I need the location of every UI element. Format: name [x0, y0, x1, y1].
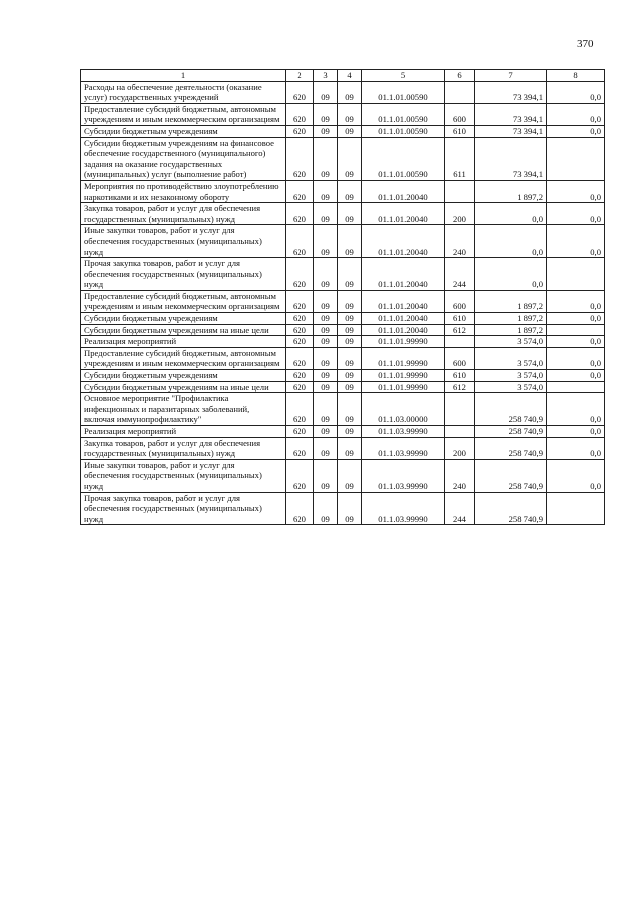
row-label: Предоставление субсидий бюджетным, автономным учреждениям и иным некоммерческим организациям [81, 290, 286, 312]
row-label: Иные закупки товаров, работ и услуг для обеспечения государственных (муниципальных) нужд [81, 459, 286, 492]
expense-type: 600 [445, 347, 475, 369]
row-label: Реализация мероприятий [81, 336, 286, 348]
row-label: Предоставление субсидий бюджетным, автономным учреждениям и иным некоммерческим организациям [81, 347, 286, 369]
expense-type: 611 [445, 137, 475, 180]
subsection-code: 09 [338, 103, 362, 125]
subsection-code: 09 [338, 459, 362, 492]
column-header: 4 [338, 70, 362, 82]
table-row [81, 290, 605, 312]
column-header: 1 [81, 70, 286, 82]
budget-table [80, 69, 605, 525]
section-code: 09 [314, 381, 338, 393]
ministry-code: 620 [286, 258, 314, 291]
section-code: 09 [314, 393, 338, 426]
ministry-code: 620 [286, 370, 314, 382]
target-article: 01.1.01.99990 [362, 347, 445, 369]
target-article: 01.1.01.00590 [362, 125, 445, 137]
target-article: 01.1.01.20040 [362, 203, 445, 225]
amount: 73 394,1 [475, 125, 547, 137]
amount-change: 0,0 [547, 81, 605, 103]
table-row [81, 393, 605, 426]
expense-type [445, 393, 475, 426]
target-article: 01.1.01.00590 [362, 103, 445, 125]
amount-change: 0,0 [547, 336, 605, 348]
subsection-code: 09 [338, 336, 362, 348]
expense-type: 612 [445, 324, 475, 336]
subsection-code: 09 [338, 393, 362, 426]
ministry-code: 620 [286, 203, 314, 225]
table-row [81, 336, 605, 348]
expense-type: 240 [445, 225, 475, 258]
section-code: 09 [314, 81, 338, 103]
target-article: 01.1.01.99990 [362, 370, 445, 382]
expense-type: 610 [445, 125, 475, 137]
expense-type: 600 [445, 290, 475, 312]
subsection-code: 09 [338, 313, 362, 325]
table-row [81, 381, 605, 393]
ministry-code: 620 [286, 137, 314, 180]
section-code: 09 [314, 492, 338, 525]
table-row [81, 370, 605, 382]
subsection-code: 09 [338, 258, 362, 291]
amount-change: 0,0 [547, 393, 605, 426]
target-article: 01.1.03.99990 [362, 426, 445, 438]
expense-type [445, 180, 475, 202]
target-article: 01.1.01.00590 [362, 137, 445, 180]
ministry-code: 620 [286, 381, 314, 393]
row-label: Основное мероприятие "Профилактика инфекционных и паразитарных заболеваний, включая иммунопрофилактику" [81, 393, 286, 426]
table-row [81, 203, 605, 225]
expense-type: 244 [445, 258, 475, 291]
column-header: 7 [475, 70, 547, 82]
amount: 258 740,9 [475, 459, 547, 492]
target-article: 01.1.03.99990 [362, 459, 445, 492]
subsection-code: 09 [338, 347, 362, 369]
ministry-code: 620 [286, 459, 314, 492]
section-code: 09 [314, 426, 338, 438]
row-label: Субсидии бюджетным учреждениям на иные цели [81, 324, 286, 336]
section-code: 09 [314, 290, 338, 312]
subsection-code: 09 [338, 81, 362, 103]
table-body [81, 81, 605, 525]
row-label: Субсидии бюджетным учреждениям [81, 313, 286, 325]
amount: 258 740,9 [475, 426, 547, 438]
section-code: 09 [314, 125, 338, 137]
section-code: 09 [314, 258, 338, 291]
amount-change: 0,0 [547, 437, 605, 459]
amount-change [547, 324, 605, 336]
subsection-code: 09 [338, 137, 362, 180]
row-label: Мероприятия по противодействию злоупотреблению наркотиками и их незаконному обороту [81, 180, 286, 202]
subsection-code: 09 [338, 225, 362, 258]
table-row [81, 81, 605, 103]
amount: 73 394,1 [475, 81, 547, 103]
amount-change [547, 258, 605, 291]
amount-change: 0,0 [547, 225, 605, 258]
amount: 1 897,2 [475, 290, 547, 312]
amount-change [547, 381, 605, 393]
amount: 258 740,9 [475, 492, 547, 525]
table-row [81, 103, 605, 125]
amount-change: 0,0 [547, 125, 605, 137]
row-label: Субсидии бюджетным учреждениям [81, 370, 286, 382]
ministry-code: 620 [286, 180, 314, 202]
column-header: 5 [362, 70, 445, 82]
amount-change: 0,0 [547, 180, 605, 202]
row-label: Прочая закупка товаров, работ и услуг для обеспечения государственных (муниципальных) нужд [81, 492, 286, 525]
row-label: Прочая закупка товаров, работ и услуг для обеспечения государственных (муниципальных) нужд [81, 258, 286, 291]
amount: 3 574,0 [475, 381, 547, 393]
amount: 73 394,1 [475, 103, 547, 125]
expense-type: 600 [445, 103, 475, 125]
section-code: 09 [314, 103, 338, 125]
amount-change: 0,0 [547, 313, 605, 325]
amount-change [547, 137, 605, 180]
ministry-code: 620 [286, 324, 314, 336]
target-article: 01.1.01.20040 [362, 225, 445, 258]
target-article: 01.1.01.20040 [362, 313, 445, 325]
amount-change [547, 492, 605, 525]
subsection-code: 09 [338, 203, 362, 225]
target-article: 01.1.03.00000 [362, 393, 445, 426]
amount: 258 740,9 [475, 437, 547, 459]
target-article: 01.1.01.20040 [362, 258, 445, 291]
ministry-code: 620 [286, 225, 314, 258]
table-row [81, 437, 605, 459]
amount-change: 0,0 [547, 290, 605, 312]
section-code: 09 [314, 180, 338, 202]
ministry-code: 620 [286, 290, 314, 312]
table-row [81, 347, 605, 369]
section-code: 09 [314, 225, 338, 258]
section-code: 09 [314, 313, 338, 325]
subsection-code: 09 [338, 437, 362, 459]
column-header: 2 [286, 70, 314, 82]
row-label: Иные закупки товаров, работ и услуг для обеспечения государственных (муниципальных) нужд [81, 225, 286, 258]
table-row [81, 426, 605, 438]
row-label: Субсидии бюджетным учреждениям на финансовое обеспечение государственного (муниципального) задания на оказание государственных (муниципальных) услуг (выполнение работ) [81, 137, 286, 180]
amount: 0,0 [475, 225, 547, 258]
expense-type: 244 [445, 492, 475, 525]
ministry-code: 620 [286, 125, 314, 137]
subsection-code: 09 [338, 426, 362, 438]
expense-type [445, 336, 475, 348]
section-code: 09 [314, 336, 338, 348]
amount: 258 740,9 [475, 393, 547, 426]
subsection-code: 09 [338, 290, 362, 312]
section-code: 09 [314, 347, 338, 369]
expense-type [445, 426, 475, 438]
target-article: 01.1.03.99990 [362, 437, 445, 459]
table-header-row [81, 70, 605, 82]
table-row [81, 258, 605, 291]
expense-type [445, 81, 475, 103]
amount-change: 0,0 [547, 203, 605, 225]
expense-type: 610 [445, 370, 475, 382]
target-article: 01.1.01.99990 [362, 381, 445, 393]
table-row [81, 125, 605, 137]
subsection-code: 09 [338, 381, 362, 393]
amount: 1 897,2 [475, 313, 547, 325]
ministry-code: 620 [286, 103, 314, 125]
ministry-code: 620 [286, 336, 314, 348]
column-header: 3 [314, 70, 338, 82]
ministry-code: 620 [286, 437, 314, 459]
amount: 1 897,2 [475, 180, 547, 202]
amount-change: 0,0 [547, 426, 605, 438]
section-code: 09 [314, 437, 338, 459]
target-article: 01.1.01.20040 [362, 324, 445, 336]
expense-type: 612 [445, 381, 475, 393]
amount: 3 574,0 [475, 347, 547, 369]
amount-change: 0,0 [547, 347, 605, 369]
table-row [81, 492, 605, 525]
row-label: Субсидии бюджетным учреждениям на иные цели [81, 381, 286, 393]
amount-change: 0,0 [547, 370, 605, 382]
table-row [81, 225, 605, 258]
table-row [81, 459, 605, 492]
amount: 3 574,0 [475, 370, 547, 382]
table-row [81, 324, 605, 336]
table-row [81, 313, 605, 325]
amount: 0,0 [475, 258, 547, 291]
ministry-code: 620 [286, 81, 314, 103]
expense-type: 200 [445, 437, 475, 459]
column-header: 6 [445, 70, 475, 82]
subsection-code: 09 [338, 370, 362, 382]
amount: 3 574,0 [475, 336, 547, 348]
subsection-code: 09 [338, 180, 362, 202]
expense-type: 240 [445, 459, 475, 492]
table-row [81, 137, 605, 180]
page-number: 370 [577, 38, 594, 50]
section-code: 09 [314, 137, 338, 180]
ministry-code: 620 [286, 313, 314, 325]
target-article: 01.1.01.20040 [362, 180, 445, 202]
target-article: 01.1.01.20040 [362, 290, 445, 312]
amount-change: 0,0 [547, 459, 605, 492]
section-code: 09 [314, 324, 338, 336]
expense-type: 200 [445, 203, 475, 225]
section-code: 09 [314, 459, 338, 492]
row-label: Закупка товаров, работ и услуг для обеспечения государственных (муниципальных) нужд [81, 437, 286, 459]
table-row [81, 180, 605, 202]
row-label: Закупка товаров, работ и услуг для обеспечения государственных (муниципальных) нужд [81, 203, 286, 225]
expense-type: 610 [445, 313, 475, 325]
target-article: 01.1.01.00590 [362, 81, 445, 103]
ministry-code: 620 [286, 492, 314, 525]
target-article: 01.1.03.99990 [362, 492, 445, 525]
section-code: 09 [314, 370, 338, 382]
subsection-code: 09 [338, 125, 362, 137]
subsection-code: 09 [338, 492, 362, 525]
ministry-code: 620 [286, 393, 314, 426]
ministry-code: 620 [286, 347, 314, 369]
target-article: 01.1.01.99990 [362, 336, 445, 348]
amount-change: 0,0 [547, 103, 605, 125]
section-code: 09 [314, 203, 338, 225]
amount: 73 394,1 [475, 137, 547, 180]
row-label: Субсидии бюджетным учреждениям [81, 125, 286, 137]
row-label: Реализация мероприятий [81, 426, 286, 438]
row-label: Расходы на обеспечение деятельности (оказание услуг) государственных учреждений [81, 81, 286, 103]
amount: 1 897,2 [475, 324, 547, 336]
row-label: Предоставление субсидий бюджетным, автономным учреждениям и иным некоммерческим организациям [81, 103, 286, 125]
subsection-code: 09 [338, 324, 362, 336]
amount: 0,0 [475, 203, 547, 225]
ministry-code: 620 [286, 426, 314, 438]
column-header: 8 [547, 70, 605, 82]
